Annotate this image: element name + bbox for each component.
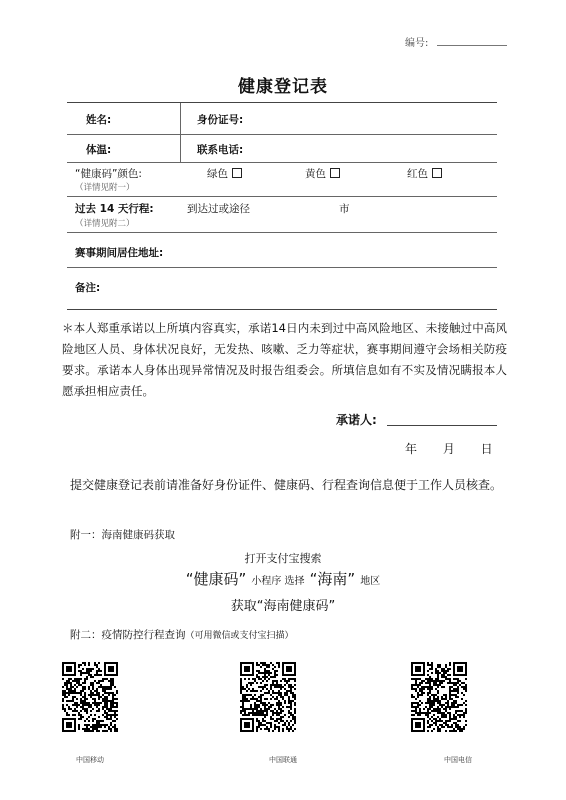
serial-number-label: 编号: (405, 38, 429, 49)
phone-label: 联系电话: (197, 144, 244, 156)
checkbox-yellow[interactable] (330, 168, 340, 178)
form-row-remark (67, 268, 497, 309)
address-label: 赛事期间居住地址: (75, 247, 164, 259)
name-label: 姓名: (86, 114, 112, 126)
appendix1-line2-region: “海南” (309, 570, 356, 588)
signature-label: 承诺人: (336, 413, 377, 427)
appendix2-heading (70, 627, 294, 642)
trip-note: （详情见附二） (75, 219, 135, 229)
registration-form-table (67, 102, 497, 310)
qr-code-china-unicom[interactable] (240, 662, 296, 732)
form-row-temperature (67, 135, 497, 163)
trip-label: 过去 14 天行程: (75, 203, 154, 215)
appendix1-line3: 获取“海南健康码” (230, 599, 336, 614)
temperature-label: 体温: (86, 144, 112, 156)
qr-caption-china-mobile: 中国移动 (76, 756, 104, 764)
option-yellow-label: 黄色 (305, 168, 326, 180)
serial-number-field[interactable] (437, 45, 507, 46)
option-yellow[interactable] (305, 166, 340, 181)
health-code-note: （详情见附一） (75, 183, 135, 193)
option-red[interactable] (407, 166, 442, 181)
qr-code-china-mobile[interactable] (62, 662, 118, 732)
id-number-label: 身份证号: (197, 114, 244, 126)
signature-field[interactable] (387, 425, 497, 426)
remark-label: 备注: (75, 282, 101, 294)
form-row-trip (67, 197, 497, 233)
option-red-label: 红色 (407, 168, 428, 180)
option-green-label: 绿色 (207, 168, 228, 180)
form-row-address (67, 233, 497, 268)
page-title: 健康登记表 (238, 77, 328, 97)
signature-date: 年 月 日 (405, 442, 493, 456)
form-row-health-code (67, 163, 497, 197)
option-green[interactable] (207, 166, 242, 181)
form-row-name (67, 103, 497, 135)
appendix1-line1: 打开支付宝搜索 (244, 552, 322, 565)
health-code-color-label: “健康码”颜色: (75, 168, 142, 180)
appendix2-note: （可用微信或支付宝扫描） (185, 631, 294, 641)
qr-caption-china-telecom: 中国电信 (444, 756, 472, 764)
appendix1-line2-area: 地区 (360, 576, 381, 587)
promise-statement: ＊本人郑重承诺以上所填内容真实，承诺14日内未到过中高风险地区、未接触过中高风险地区人员、身体状况良好，无发热、咳嗽、乏力等症状，赛事期间遵守会场相关防疫要求。承诺本人身体出现异常情况及时报告组委会。所填信息如有不实及情况瞒报本人愿承担相应责任。 (62, 321, 507, 398)
qr-caption-china-unicom: 中国联通 (269, 756, 297, 764)
checkbox-green[interactable] (232, 168, 242, 178)
appendix1-line2-select: 小程序 选择 (251, 576, 305, 587)
trip-via-label: 到达过或途径 (187, 203, 250, 215)
trip-city-label: 市 (339, 203, 350, 215)
appendix1-line2 (0, 568, 566, 589)
reminder-text: 提交健康登记表前请准备好身份证件、健康码、行程查询信息便于工作人员核查。 (70, 478, 503, 492)
qr-code-china-telecom[interactable] (411, 662, 467, 732)
appendix2-title: 附二：疫情防控行程查询 (70, 629, 186, 641)
appendix1-line2-code: “健康码” (185, 570, 247, 588)
checkbox-red[interactable] (432, 168, 442, 178)
appendix1-title: 附一：海南健康码获取 (70, 529, 175, 541)
